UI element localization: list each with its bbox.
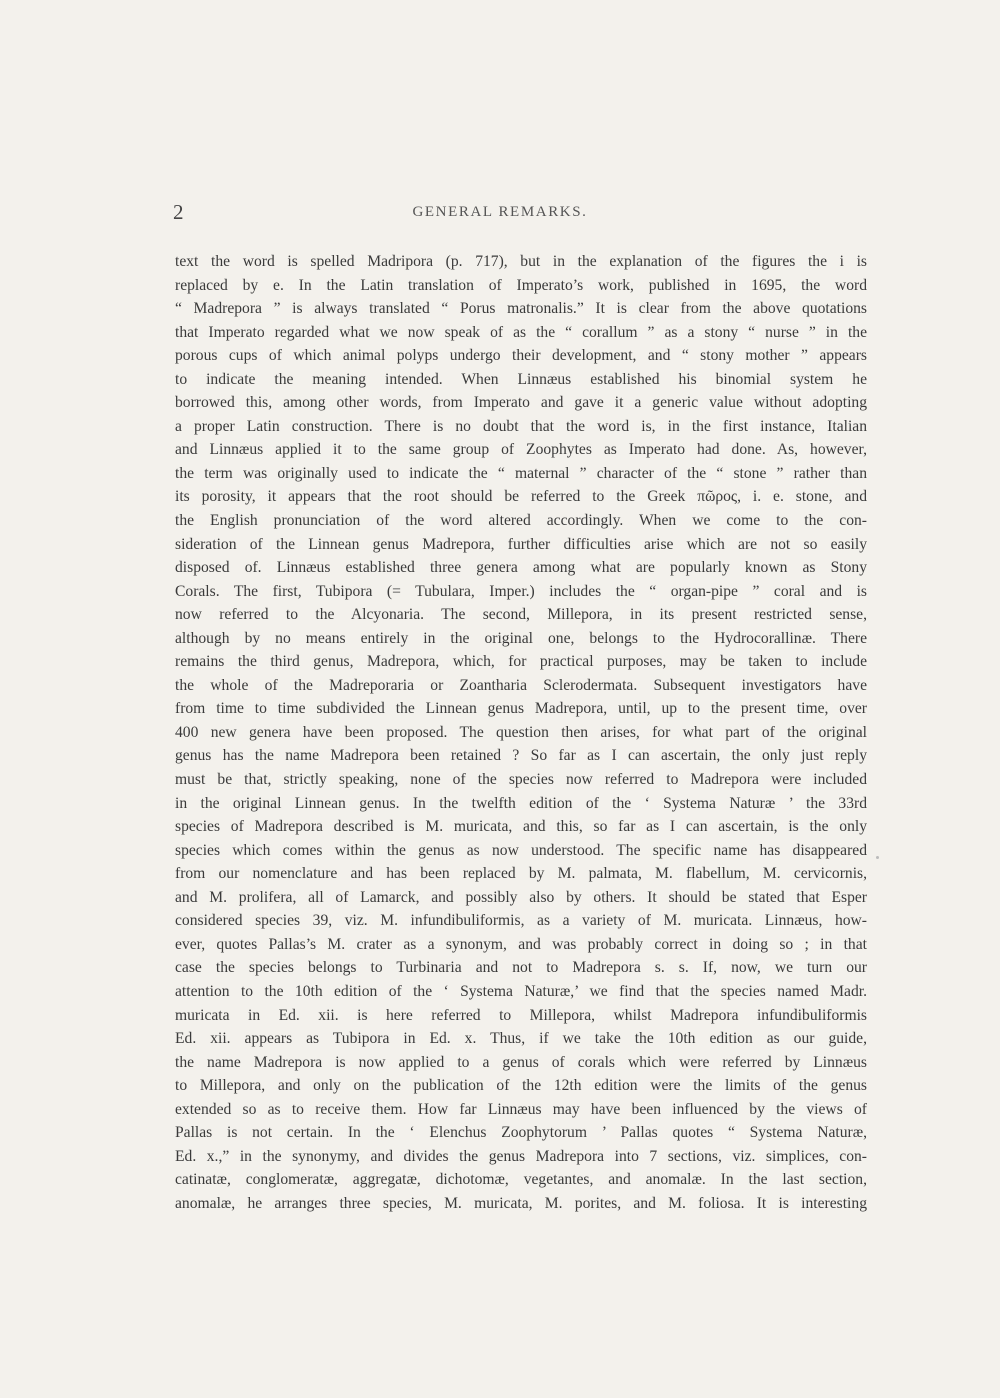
text-line: case the species belongs to Turbinaria and not to Madrepora s. s. If, now, we turn our: [175, 959, 867, 977]
text-line: attention to the 10th edition of the ‘ Systema Naturæ,’ we find that the species named Madr.: [175, 982, 867, 1000]
margin-speck: [876, 856, 879, 859]
running-title: GENERAL REMARKS.: [412, 204, 588, 220]
text-line: replaced by e. In the Latin translation of Imperato’s work, published in 1695, the word: [175, 276, 867, 294]
text-line: text the word is spelled Madripora (p. 717), but in the explanation of the figures the i is: [175, 253, 867, 270]
text-line: porous cups of which animal polyps undergo their development, and “ stony mother ” appears: [175, 347, 867, 365]
text-line: from our nomenclature and has been replaced by M. palmata, M. flabellum, M. cervicornis,: [175, 865, 867, 883]
text-line: although by no means entirely in the original one, belongs to the Hydrocorallinæ. There: [175, 629, 867, 647]
text-line: the English pronunciation of the word altered accordingly. When we come to the con-: [175, 512, 867, 530]
text-line: disposed of. Linnæus established three genera among what are popularly known as Stony: [175, 559, 867, 577]
text-line: extended so as to receive them. How far Linnæus may have been influenced by the views of: [175, 1100, 867, 1118]
text-line: borrowed this, among other words, from Imperato and gave it a generic value without adopting: [175, 394, 867, 412]
body-text: [175, 250, 867, 1215]
text-line: the whole of the Madreporaria or Zoantharia Sclerodermata. Subsequent investigators have: [175, 676, 867, 694]
text-line: in the original Linnean genus. In the twelfth edition of the ‘ Systema Naturæ ’ the 33rd: [175, 794, 867, 812]
text-line: remains the third genus, Madrepora, which, for practical purposes, may be taken to include: [175, 653, 867, 671]
text-line: to Millepora, and only on the publication of the 12th edition were the limits of the genus: [175, 1077, 867, 1095]
text-line: anomalæ, he arranges three species, M. muricata, M. porites, and M. foliosa. It is interesting: [175, 1194, 867, 1212]
text-line: catinatæ, conglomeratæ, aggregatæ, dichotomæ, vegetantes, and anomalæ. In the last section,: [175, 1171, 867, 1189]
text-line: species of Madrepora described is M. muricata, and this, so far as I can ascertain, is the only: [175, 818, 867, 836]
text-line: muricata in Ed. xii. is here referred to Millepora, whilst Madrepora infundibuliformis: [175, 1006, 867, 1024]
text-line: genus has the name Madrepora been retained ? So far as I can ascertain, the only just reply: [175, 747, 867, 765]
text-line: “ Madrepora ” is always translated “ Porus matronalis.” It is clear from the above quotations: [175, 300, 867, 318]
text-line: Pallas is not certain. In the ‘ Elenchus Zoophytorum ’ Pallas quotes “ Systema Naturæ,: [175, 1124, 867, 1142]
text-line: must be that, strictly speaking, none of the species now referred to Madrepora were included: [175, 771, 867, 789]
page-number: 2: [173, 200, 184, 224]
text-line: sideration of the Linnean genus Madrepora, further difficulties arise which are not so easily: [175, 535, 867, 553]
text-line: considered species 39, viz. M. infundibuliformis, as a variety of M. muricata. Linnæus, how-: [175, 912, 867, 930]
text-line: its porosity, it appears that the root should be referred to the Greek πῶρος, i. e. stone, and: [175, 488, 867, 506]
text-line: the name Madrepora is now applied to a genus of corals which were referred by Linnæus: [175, 1053, 867, 1071]
text-line: that Imperato regarded what we now speak of as the “ corallum ” as a stony “ nurse ” in the: [175, 323, 867, 341]
text-line: species which comes within the genus as now understood. The specific name has disappeared: [175, 841, 867, 859]
text-line: Corals. The first, Tubipora (= Tubulara, Imper.) includes the “ organ-pipe ” coral and is: [175, 582, 867, 600]
text-line: to indicate the meaning intended. When Linnæus established his binomial system he: [175, 370, 867, 388]
text-line: ever, quotes Pallas’s M. crater as a synonym, and was probably correct in doing so ; in that: [175, 935, 867, 953]
text-line: the term was originally used to indicate the “ maternal ” character of the “ stone ” rather than: [175, 464, 867, 482]
text-line: and Linnæus applied it to the same group of Zoophytes as Imperato had done. As, however,: [175, 441, 867, 459]
text-line: and M. prolifera, all of Lamarck, and possibly also by others. It should be stated that Esper: [175, 888, 867, 906]
text-line: now referred to the Alcyonaria. The second, Millepora, in its present restricted sense,: [175, 606, 867, 624]
text-line: Ed. x.,” in the synonymy, and divides the genus Madrepora into 7 sections, viz. simplices, con-: [175, 1147, 867, 1165]
text-line: a proper Latin construction. There is no doubt that the word is, in the first instance, Italian: [175, 417, 867, 435]
text-line: 400 new genera have been proposed. The question then arises, for what part of the original: [175, 723, 867, 741]
text-line: from time to time subdivided the Linnean genus Madrepora, until, up to the present time, over: [175, 700, 867, 718]
text-line: Ed. xii. appears as Tubipora in Ed. x. Thus, if we take the 10th edition as our guide,: [175, 1030, 867, 1048]
